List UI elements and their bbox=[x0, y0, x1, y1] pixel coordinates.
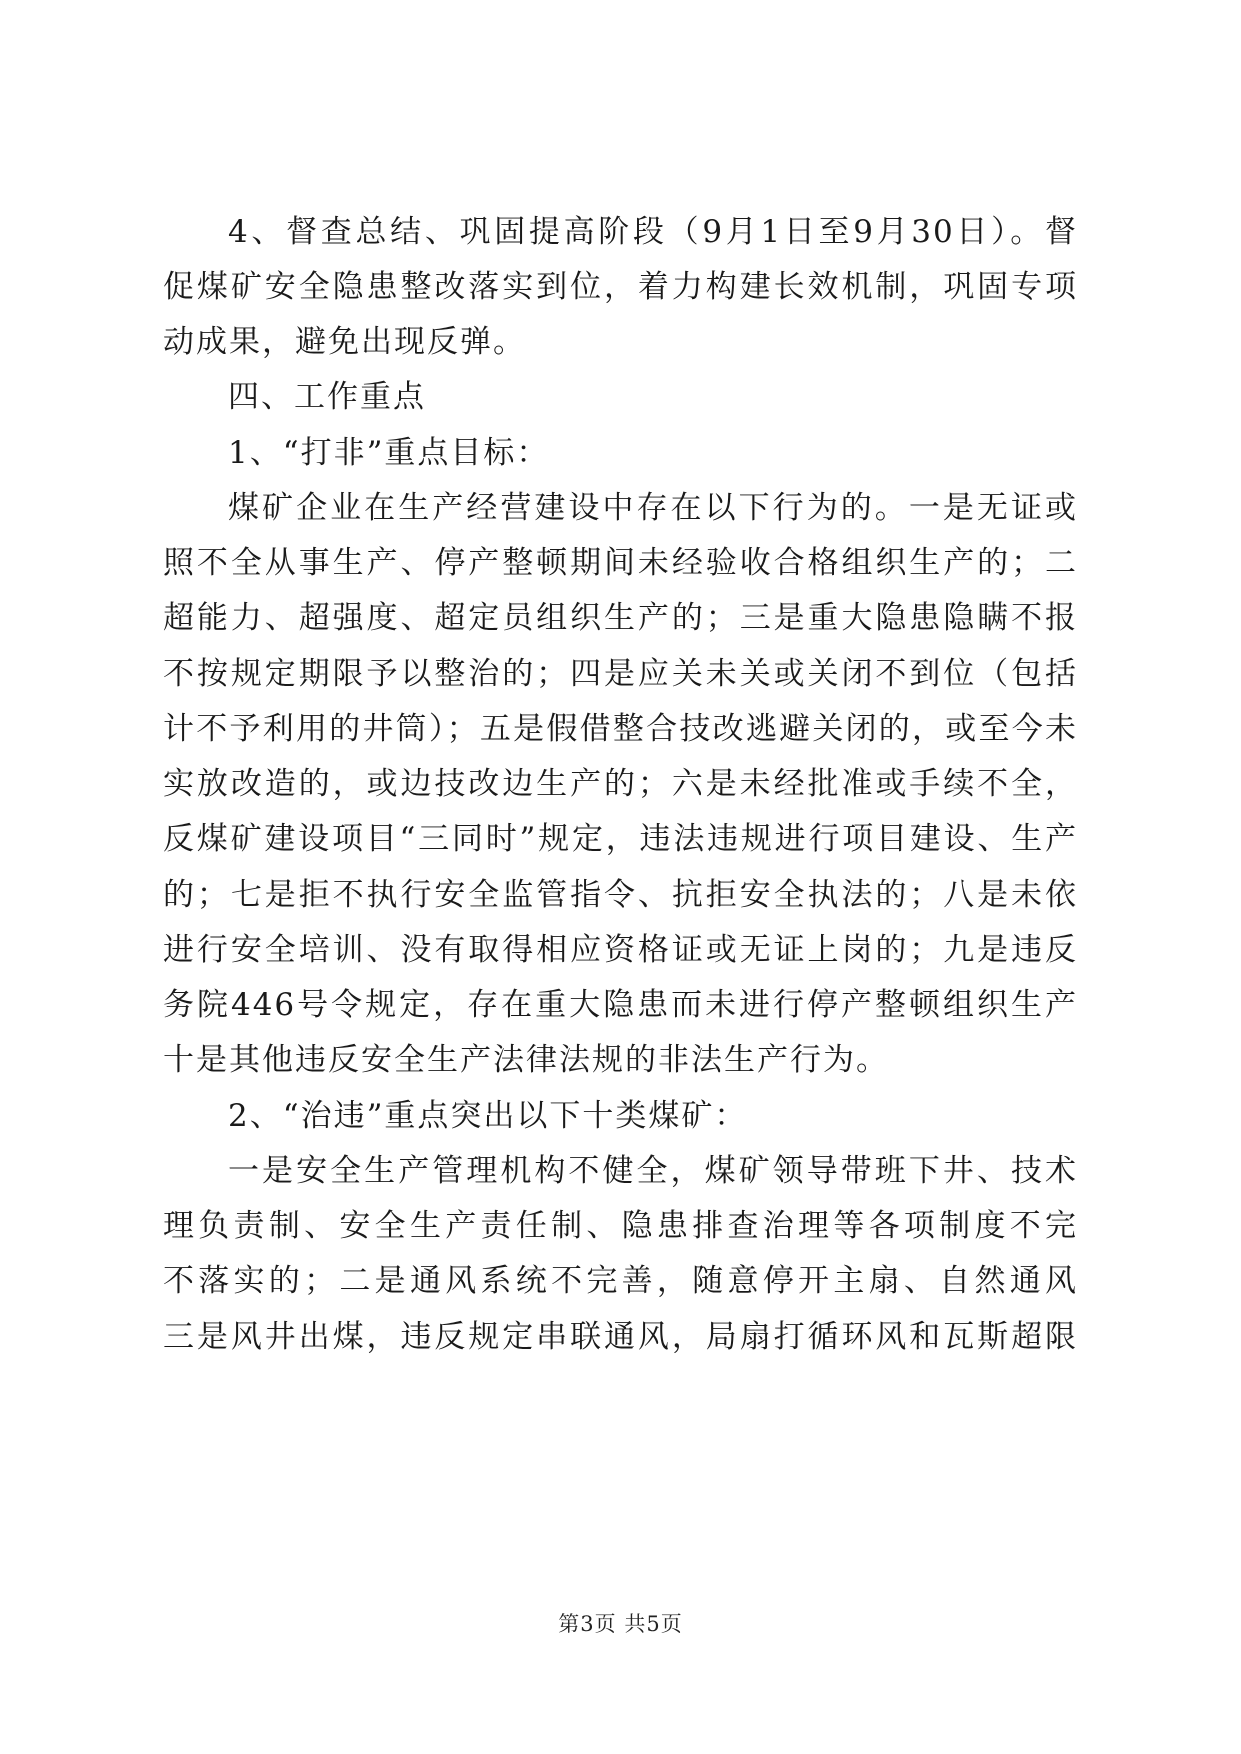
paragraph-line: 促煤矿安全隐患整改落实到位，着力构建长效机制，巩固专项 bbox=[163, 269, 1078, 305]
paragraph-line: 计不予利用的井筒）；五是假借整合技改逃避关闭的，或至今未 bbox=[163, 711, 1078, 747]
paragraph-line: 动成果，避免出现反弹。 bbox=[163, 324, 526, 360]
paragraph-line: 三是风井出煤，违反规定串联通风，局扇打循环风和瓦斯超限 bbox=[163, 1319, 1078, 1355]
paragraph-line: 务院446号令规定，存在重大隐患而未进行停产整顿组织生产 bbox=[163, 987, 1078, 1023]
paragraph-line: 照不全从事生产、停产整顿期间未经验收合格组织生产的；二 bbox=[163, 545, 1078, 581]
paragraph-line: 超能力、超强度、超定员组织生产的；三是重大隐患隐瞒不报 bbox=[163, 600, 1078, 636]
paragraph-line: 反煤矿建设项目“三同时”规定，违法违规进行项目建设、生产 bbox=[163, 821, 1078, 857]
subsection-heading: 2、“治违”重点突出以下十类煤矿： bbox=[228, 1098, 748, 1134]
paragraph-line: 不落实的；二是通风系统不完善，随意停开主扇、自然通风 bbox=[163, 1263, 1078, 1299]
paragraph-line: 十是其他违反安全生产法律法规的非法生产行为。 bbox=[163, 1042, 889, 1078]
paragraph-line: 进行安全培训、没有取得相应资格证或无证上岗的；九是违反 bbox=[163, 932, 1078, 968]
paragraph-line: 4、督查总结、巩固提高阶段（9月1日至9月30日）。督 bbox=[228, 214, 1078, 250]
paragraph-line: 一是安全生产管理机构不健全，煤矿领导带班下井、技术 bbox=[228, 1153, 1078, 1189]
paragraph-line: 不按规定期限予以整治的；四是应关未关或关闭不到位（包括 bbox=[163, 656, 1078, 692]
page-number-footer: 第3页 共5页 bbox=[558, 1612, 683, 1636]
paragraph-line: 理负责制、安全生产责任制、隐患排查治理等各项制度不完 bbox=[163, 1208, 1078, 1244]
subsection-heading: 1、“打非”重点目标： bbox=[228, 435, 550, 471]
paragraph-line: 实放改造的，或边技改边生产的；六是未经批准或手续不全， bbox=[163, 766, 1078, 802]
section-heading: 四、工作重点 bbox=[228, 379, 426, 415]
paragraph-line: 煤矿企业在生产经营建设中存在以下行为的。一是无证或 bbox=[228, 490, 1078, 526]
paragraph-line: 的；七是拒不执行安全监管指令、抗拒安全执法的；八是未依 bbox=[163, 877, 1078, 913]
